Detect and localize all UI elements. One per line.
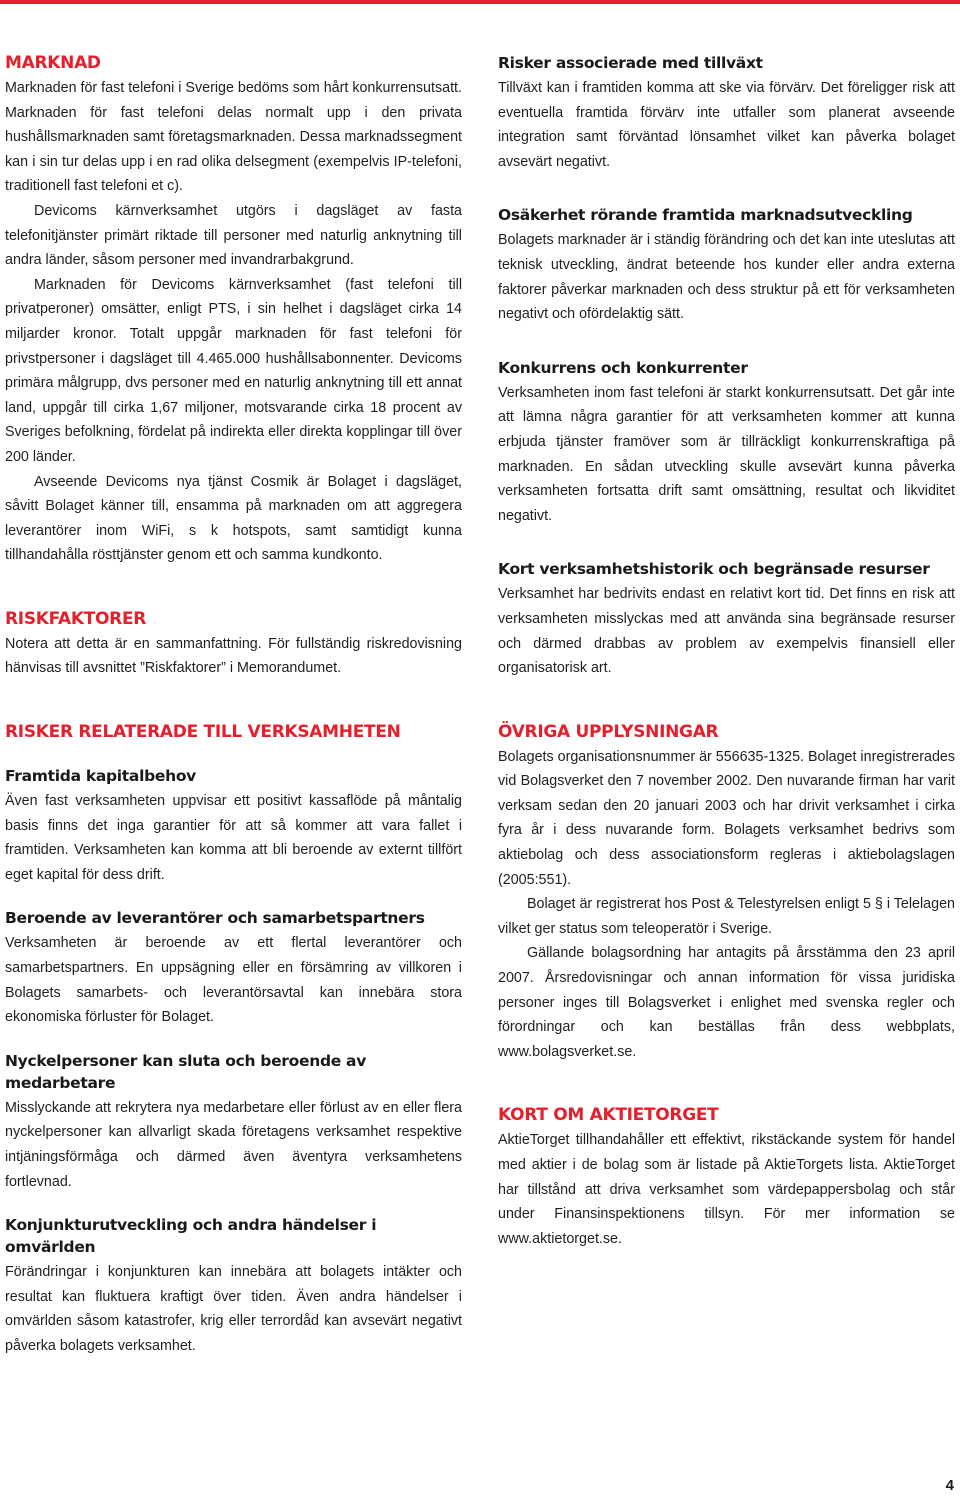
section-marknad [5, 52, 462, 568]
konkurrens-text: Verksamheten inom fast telefoni är starkt konkurrensutsatt. Det går inte att lämna några garantier för att verksamheten kommer att kunna erbjuda tjänster framöver som är tillräckligt konkurrenskraftiga på marknaden. En sådan utveckling skulle avsevärt kunna påverka verksamheten fortsatta drift samt omsättning, resultat och likviditet negativt. [498, 384, 955, 524]
ovriga-paragraph-3: Gällande bolagsordning har antagits på årsstämma den 23 april 2007. Årsredovisningar och annan information för vissa juridiska personer inges till Bolagsverket i enlighet med svenska regler och förordningar och kan beställas från dess webbplats, www.bolagsverket.se. [498, 945, 955, 1060]
section-osakerhet-marknad [498, 204, 955, 326]
page-number: 4 [945, 1477, 954, 1494]
riskfaktorer-paragraph: Notera att detta är en sammanfattning. För fullständig riskredovisning hänvisas till avsnittet ”Riskfaktorer” i Memorandumet. [5, 635, 462, 677]
risker-tillvaxt-text: Tillväxt kan i framtiden komma att ske via förvärv. Det föreligger risk att eventuella framtida förvärv inte utfaller som planerat avseende integration samt förväntad lönsamhet vilket kan påverka bolaget avsevärt negativt. [498, 80, 955, 170]
section-kort-historik [498, 558, 955, 680]
marknad-paragraph-1: Marknaden för fast telefoni i Sverige bedöms som hårt konkurrensutsatt. Marknaden för fast telefoni delas normalt upp i den privata hushållsmarknaden samt företagsmarknaden. Dessa marknadssegment kan i sin tur delas upp i en rad olika delsegment (exempelvis IP-telefoni, traditionell fast telefoni et c). [5, 80, 462, 195]
heading-kort-om-aktietorget: KORT OM AKTIETORGET [498, 1105, 719, 1126]
section-konkurrens [498, 357, 955, 529]
kort-historik-text: Verksamhet har bedrivits endast en relativt kort tid. Det finns en risk att verksamheten misslyckas med att använda sina begränsade resurser och därmed drabbas av problem av exempelvis finansiell eller organisatorisk art. [498, 586, 955, 677]
marknad-paragraph-2: Devicoms kärnverksamhet utgörs i dagsläget av fasta telefonitjänster primärt riktade till personer med naturlig anknytning till andra länder, såsom personer med invandrarbakgrund. [5, 202, 462, 269]
marknad-paragraph-3: Marknaden för Devicoms kärnverksamhet (fast telefoni till privatperoner) omsätter, enligt PTS, i sin helhet i dagsläget cirka 14 miljarder kronor. Totalt uppgår marknaden för fast telefoni för privstpersoner i dagsläget till 4.465.000 hushållsabonnenter. Devicoms primära målgrupp, dvs personer med en naturlig anknytning till ett annat land, uppgår till cirka 1,67 miljoner, motsvarande cirka 18 procent av Sveriges befolkning, fördelat på indirekta eller direkta kopplingar till över 200 länder. [5, 276, 462, 465]
section-kort-om-aktietorget [498, 1104, 955, 1251]
subheading-konkurrens: Konkurrens och konkurrenter [498, 358, 748, 377]
subheading-framtida-kapitalbehov: Framtida kapitalbehov [5, 767, 196, 786]
subheading-kort-historik: Kort verksamhetshistorik och begränsade resurser [498, 560, 930, 579]
section-risk-tillvaxt [498, 52, 955, 174]
marknad-paragraph-4: Avseende Devicoms nya tjänst Cosmik är Bolaget i dagsläget, såvitt Bolaget känner till, ensamma på marknaden om att aggregera leverantörer inom WiFi, s k hotspots, samt samtidigt kunna tillhandahålla rösttjänster genom ett och samma kundkonto. [5, 473, 462, 564]
section-risker-verksamheten [5, 721, 462, 1359]
right-column [498, 52, 955, 1251]
subheading-risker-tillvaxt: Risker associerade med tillväxt [498, 54, 763, 72]
section-riskfaktorer [5, 608, 462, 681]
section-ovriga-upplysningar [498, 721, 955, 1065]
heading-riskfaktorer: RISKFAKTORER [5, 608, 147, 629]
osakerhet-marknad-text: Bolagets marknader är i ständig förändring och det kan inte uteslutas att teknisk utveckling, ändrat beteende hos kunder eller andra externa faktorer påverkar marknaden och dess struktur på ett för verksamheten negativt och ofördelaktig sätt. [498, 232, 955, 323]
heading-risker-verksamheten: RISKER RELATERADE TILL VERKSAMHETEN [5, 722, 401, 743]
ovriga-paragraph-2: Bolaget är registrerat hos Post & Telestyrelsen enligt 5 § i Telelagen vilket ger status som teleoperatör i Sverige. [498, 896, 955, 937]
left-column [5, 52, 462, 1359]
heading-ovriga-upplysningar: ÖVRIGA UPPLYSNINGAR [498, 721, 719, 742]
nyckelpersoner-text: Misslyckande att rekrytera nya medarbetare eller förlust av en eller flera nyckelpersoner kan allvarligt skada företagens verksamhet respektive intjäningsförmåga och därmed även äventyra verksamhetens fortlevnad. [5, 1099, 462, 1190]
ovriga-paragraph-1: Bolagets organisationsnummer är 556635-1325. Bolaget inregistrerades vid Bolagsverket den 7 november 2002. Den nuvarande firman har varit verksam sedan den 20 januari 2003 och har drivit verksamhet i cirka fyra år i dess nuvarande form. Bolagets verksamhet bedrivs som aktiebolag och dess associationsform regleras i aktiebolagslagen (2005:551). [498, 748, 955, 888]
subheading-konjunkturutveckling: Konjunkturutveckling och andra händelser i omvärlden [5, 1216, 377, 1257]
subheading-osakerhet-marknad: Osäkerhet rörande framtida marknadsutveckling [498, 206, 913, 225]
framtida-kapitalbehov-text: Även fast verksamheten uppvisar ett positivt kassaflöde på måntalig basis finns det inga garantier för att så kommer att vara fallet i framtiden. Verksamheten kan komma att bli beroende av externt tillfört eget kapital för dess drift. [5, 793, 462, 883]
subheading-beroende-leverantorer: Beroende av leverantörer och samarbetspartners [5, 909, 425, 928]
top-accent-bar [0, 0, 960, 4]
subheading-nyckelpersoner: Nyckelpersoner kan sluta och beroende av medarbetare [5, 1051, 367, 1092]
konjunkturutveckling-text: Förändringar i konjunkturen kan innebära att bolagets intäkter och resultat kan fluktuera kraftigt över tiden. Även andra händelser i omvärlden såsom katastrofer, krig eller terrordåd kan avsevärt negativt påverka bolagets verksamhet. [5, 1264, 462, 1354]
heading-marknad: MARKNAD [5, 53, 101, 73]
beroende-leverantorer-text: Verksamheten är beroende av ett flertal leverantörer och samarbetspartners. En uppsägning eller en försämring av villkoren i Bolagets samarbets- och leverantörsavtal kan innebära stora ekonomiska förluster för Bolaget. [5, 935, 462, 1026]
aktietorget-paragraph: AktieTorget tillhandahåller ett effektivt, rikstäckande system för handel med aktier i de bolag som är listade på AktieTorgets lista. AktieTorget har tillstånd att driva verksamhet som värdepappersbolag och står under Finansinspektionens tillsyn. För mer information se www.aktietorget.se. [498, 1132, 955, 1247]
